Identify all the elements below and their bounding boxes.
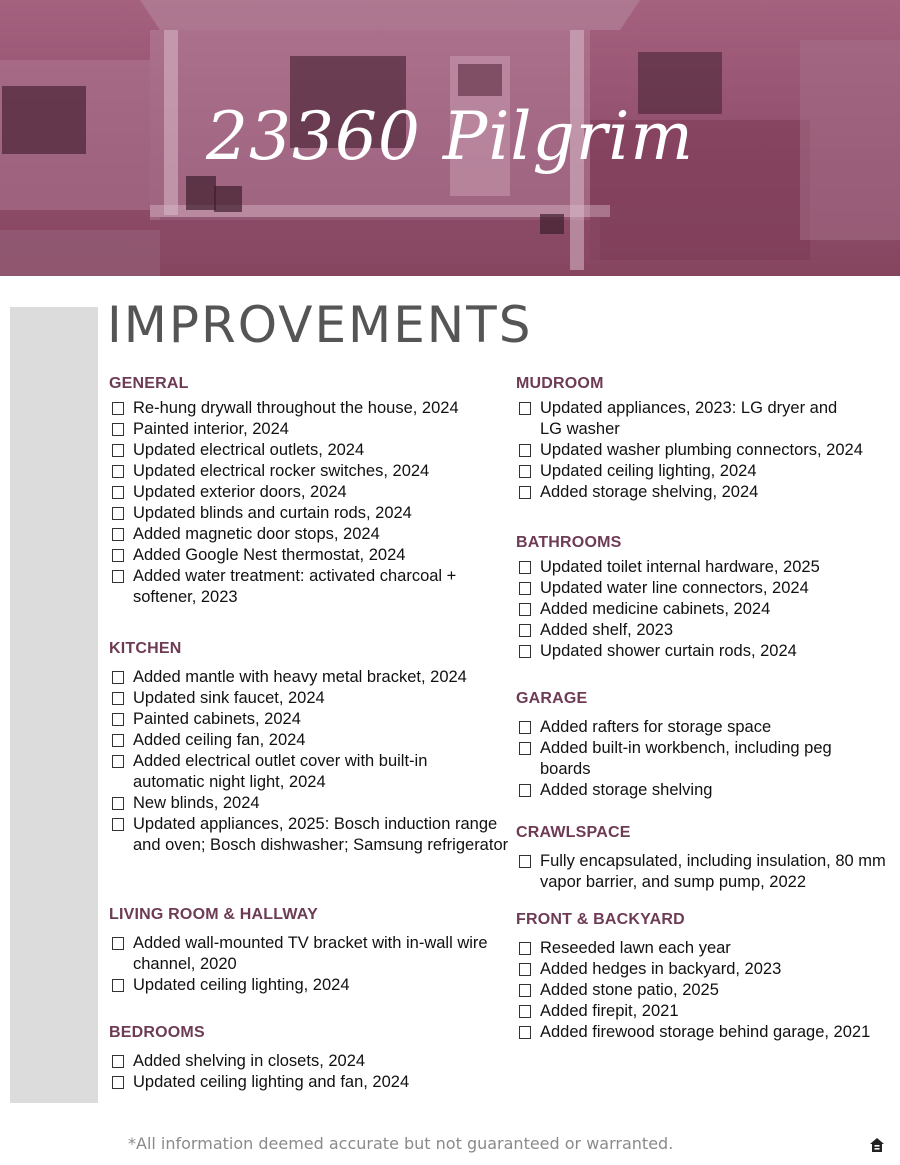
checkbox-icon	[519, 582, 531, 595]
list-item: Updated ceiling lighting and fan, 2024	[109, 1072, 489, 1093]
section-title-garage: GARAGE	[516, 690, 588, 707]
list-item: Updated appliances, 2025: Bosch induction range and oven; Bosch dishwasher; Samsung refrigerator	[109, 814, 523, 856]
list-item: Painted cabinets, 2024	[109, 709, 499, 730]
list-item: Added rafters for storage space	[516, 717, 892, 738]
section-title-mudroom: MUDROOM	[516, 375, 604, 392]
checkbox-icon	[112, 507, 124, 520]
list-item: Added Google Nest thermostat, 2024	[109, 545, 499, 566]
list-item: Added storage shelving, 2024	[516, 482, 892, 503]
list-item: Added medicine cabinets, 2024	[516, 599, 892, 620]
checkbox-icon	[519, 444, 531, 457]
yard-list	[516, 938, 898, 1043]
list-item: Added hedges in backyard, 2023	[516, 959, 898, 980]
checkbox-icon	[519, 603, 531, 616]
list-item: Added electrical outlet cover with built-in automatic night light, 2024	[109, 751, 483, 793]
checkbox-icon	[519, 465, 531, 478]
checkbox-icon	[112, 402, 124, 415]
list-item: Reseeded lawn each year	[516, 938, 898, 959]
list-item: Added firepit, 2021	[516, 1001, 898, 1022]
section-title-living: LIVING ROOM & HALLWAY	[109, 906, 318, 923]
checkbox-icon	[519, 721, 531, 734]
list-item: Updated blinds and curtain rods, 2024	[109, 503, 499, 524]
checkbox-icon	[112, 713, 124, 726]
checkbox-icon	[112, 671, 124, 684]
checkbox-icon	[112, 549, 124, 562]
checkbox-icon	[519, 784, 531, 797]
list-item: Updated ceiling lighting, 2024	[516, 461, 892, 482]
list-item: Added shelf, 2023	[516, 620, 892, 641]
list-item: Added wall-mounted TV bracket with in-wall wire channel, 2020	[109, 933, 503, 975]
list-item: Updated sink faucet, 2024	[109, 688, 499, 709]
list-item: Added water treatment: activated charcoal + softener, 2023	[109, 566, 493, 608]
list-item: Updated electrical outlets, 2024	[109, 440, 499, 461]
checkbox-icon	[112, 486, 124, 499]
list-item: Added stone patio, 2025	[516, 980, 898, 1001]
checkbox-icon	[112, 755, 124, 768]
checkbox-icon	[519, 1026, 531, 1039]
kitchen-list	[109, 667, 509, 856]
header-photo	[0, 0, 900, 276]
checkbox-icon	[112, 734, 124, 747]
checkbox-icon	[519, 855, 531, 868]
list-item: Re-hung drywall throughout the house, 2024	[109, 398, 499, 419]
section-title-general: GENERAL	[109, 375, 189, 392]
list-item: Updated ceiling lighting, 2024	[109, 975, 489, 996]
checkbox-icon	[112, 1055, 124, 1068]
checkbox-icon	[519, 624, 531, 637]
checkbox-icon	[519, 402, 531, 415]
list-item: Added shelving in closets, 2024	[109, 1051, 489, 1072]
checkbox-icon	[112, 1076, 124, 1089]
list-item: Updated water line connectors, 2024	[516, 578, 892, 599]
list-item: New blinds, 2024	[109, 793, 499, 814]
checkbox-icon	[112, 797, 124, 810]
checkbox-icon	[112, 423, 124, 436]
checkbox-icon	[112, 818, 124, 831]
list-item: Updated shower curtain rods, 2024	[516, 641, 892, 662]
list-item: Updated exterior doors, 2024	[109, 482, 499, 503]
side-bar	[10, 307, 98, 1103]
list-item: Updated appliances, 2023: LG dryer and LG washer	[516, 398, 840, 440]
mudroom-list	[516, 398, 892, 503]
list-item: Updated washer plumbing connectors, 2024	[516, 440, 892, 461]
list-item: Added magnetic door stops, 2024	[109, 524, 499, 545]
list-item: Added built-in workbench, including peg boards	[516, 738, 885, 780]
checkbox-icon	[112, 937, 124, 950]
checkbox-icon	[519, 984, 531, 997]
checkbox-icon	[519, 963, 531, 976]
bedrooms-list	[109, 1051, 489, 1093]
list-item: Fully encapsulated, including insulation, 80 mm vapor barrier, and sump pump, 2022	[516, 851, 900, 893]
list-item: Updated toilet internal hardware, 2025	[516, 557, 892, 578]
section-title-crawlspace: CRAWLSPACE	[516, 824, 631, 841]
general-list	[109, 398, 499, 608]
checkbox-icon	[519, 942, 531, 955]
garage-list	[516, 717, 892, 801]
section-title-bathrooms: BATHROOMS	[516, 534, 622, 551]
checkbox-icon	[519, 645, 531, 658]
living-list	[109, 933, 489, 996]
checkbox-icon	[112, 692, 124, 705]
section-title-kitchen: KITCHEN	[109, 640, 182, 657]
checkbox-icon	[112, 570, 124, 583]
bathrooms-list	[516, 557, 892, 662]
crawlspace-list	[516, 851, 892, 893]
list-item: Added firewood storage behind garage, 2021	[516, 1022, 898, 1043]
section-title-bedrooms: BEDROOMS	[109, 1024, 205, 1041]
checkbox-icon	[519, 742, 531, 755]
page-heading: IMPROVEMENTS	[107, 296, 533, 354]
list-item: Added storage shelving	[516, 780, 892, 801]
checkbox-icon	[519, 561, 531, 574]
checkbox-icon	[519, 486, 531, 499]
section-title-yard: FRONT & BACKYARD	[516, 911, 685, 928]
checkbox-icon	[112, 444, 124, 457]
list-item: Added mantle with heavy metal bracket, 2024	[109, 667, 499, 688]
checkbox-icon	[112, 465, 124, 478]
property-title: 23360 Pilgrim	[205, 98, 695, 175]
list-item: Updated electrical rocker switches, 2024	[109, 461, 499, 482]
list-item: Added ceiling fan, 2024	[109, 730, 499, 751]
list-item: Painted interior, 2024	[109, 419, 499, 440]
equal-housing-icon	[869, 1137, 885, 1153]
checkbox-icon	[519, 1005, 531, 1018]
checkbox-icon	[112, 979, 124, 992]
checkbox-icon	[112, 528, 124, 541]
disclaimer: *All information deemed accurate but not guaranteed or warranted.	[128, 1134, 674, 1153]
